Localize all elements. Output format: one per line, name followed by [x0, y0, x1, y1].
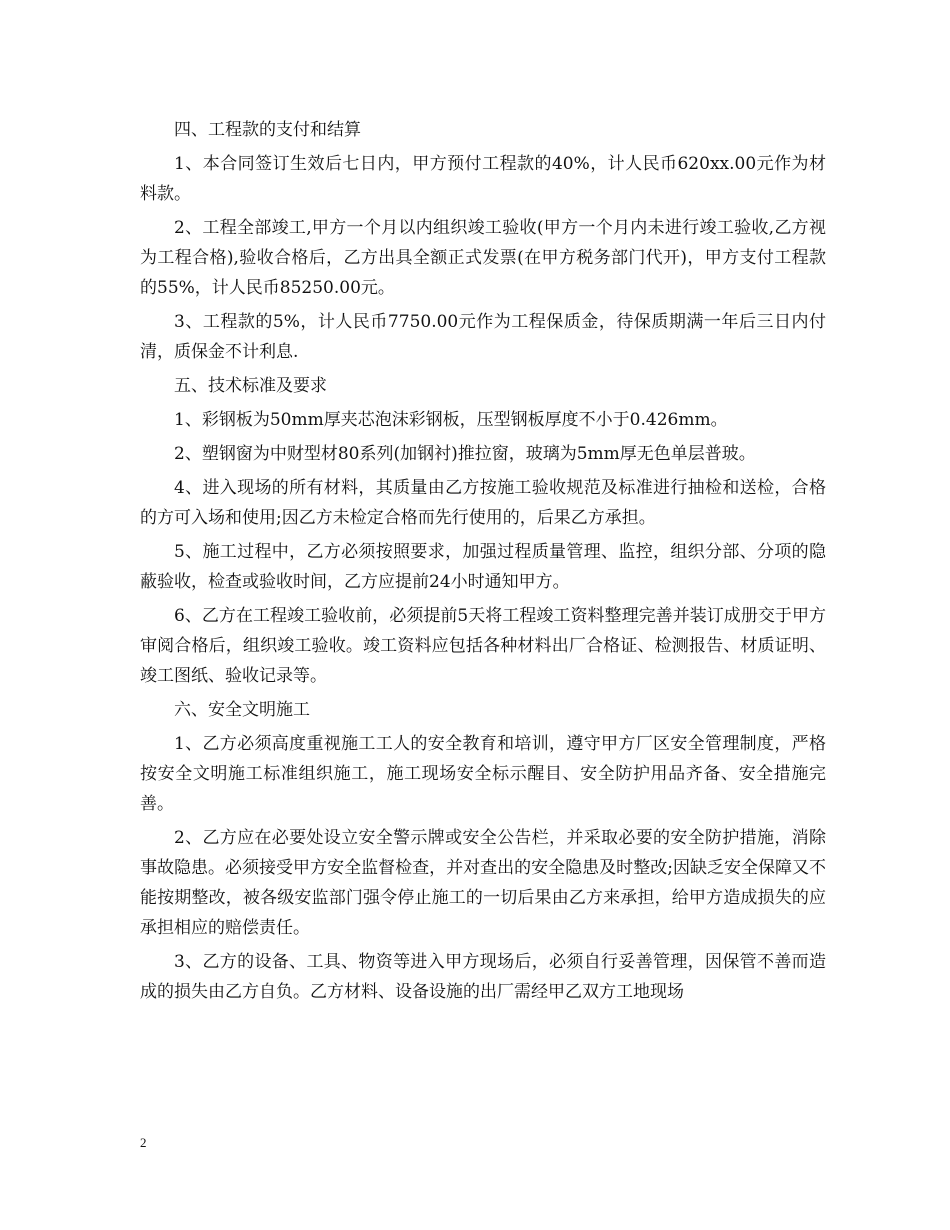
paragraph: 3、工程款的5%，计人民币7750.00元作为工程保质金，待保质期满一年后三日内付清，质保金不计利息. [140, 312, 826, 362]
paragraph: 5、施工过程中，乙方必须按照要求，加强过程质量管理、监控，组织分部、分项的隐蔽验收，检查或验收时间，乙方应提前24小时通知甲方。 [140, 542, 826, 592]
document-body [140, 115, 826, 1011]
paragraph: 2、乙方应在必要处设立安全警示牌或安全公告栏，并采取必要的安全防护措施，消除事故隐患。必须接受甲方安全监督检查，并对查出的安全隐患及时整改;因缺乏安全保障又不能按期整改，被各级安监部门强令停止施工的一切后果由乙方来承担，给甲方造成损失的应承担相应的赔偿责任。 [140, 828, 826, 938]
paragraph: 2、工程全部竣工,甲方一个月以内组织竣工验收(甲方一个月内未进行竣工验收,乙方视为工程合格),验收合格后，乙方出具全额正式发票(在甲方税务部门代开)，甲方支付工程款的55%，计人民币85250.00元。 [140, 218, 826, 298]
section-heading-safety: 六、安全文明施工 [174, 700, 310, 720]
page-number: 2 [140, 1135, 147, 1150]
paragraph: 1、彩钢板为50mm厚夹芯泡沫彩钢板，压型钢板厚度不小于0.426mm。 [174, 410, 728, 430]
paragraph: 2、塑钢窗为中财型材80系列(加钢衬)推拉窗，玻璃为5mm厚无色单层普玻。 [174, 444, 756, 464]
paragraph: 1、本合同签订生效后七日内，甲方预付工程款的40%，计人民币620xx.00元作为材料款。 [140, 154, 826, 204]
paragraph: 6、乙方在工程竣工验收前，必须提前5天将工程竣工资料整理完善并装订成册交于甲方审阅合格后，组织竣工验收。竣工资料应包括各种材料出厂合格证、检测报告、材质证明、竣工图纸、验收记录等。 [140, 606, 826, 686]
section-heading-payment: 四、工程款的支付和结算 [174, 120, 361, 140]
paragraph: 3、乙方的设备、工具、物资等进入甲方现场后，必须自行妥善管理，因保管不善而造成的损失由乙方自负。乙方材料、设备设施的出厂需经甲乙双方工地现场 [140, 952, 826, 1002]
paragraph: 4、进入现场的所有材料，其质量由乙方按施工验收规范及标准进行抽检和送检，合格的方可入场和使用;因乙方未检定合格而先行使用的，后果乙方承担。 [140, 478, 826, 528]
paragraph: 1、乙方必须高度重视施工工人的安全教育和培训，遵守甲方厂区安全管理制度，严格按安全文明施工标准组织施工，施工现场安全标示醒目、安全防护用品齐备、安全措施完善。 [140, 734, 826, 814]
section-heading-technical-standards: 五、技术标准及要求 [174, 376, 327, 396]
